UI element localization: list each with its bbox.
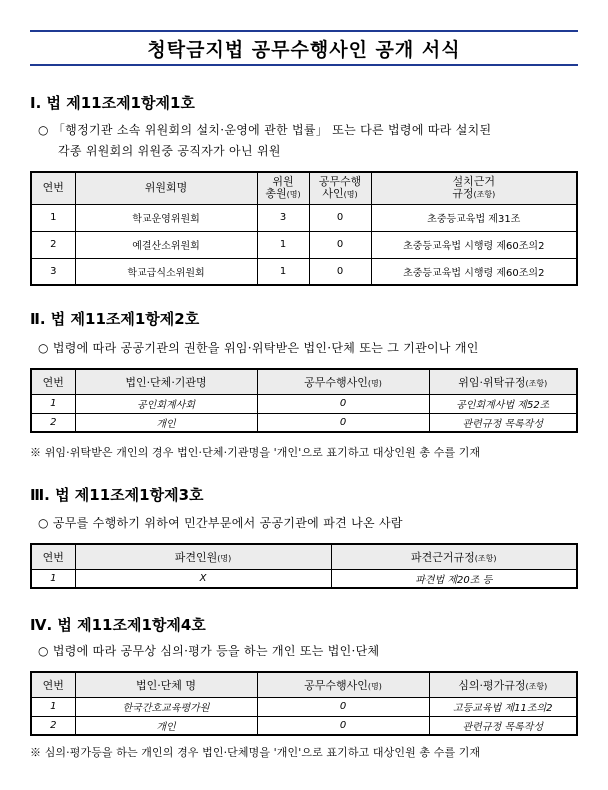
section-1-description-line2: 각종 위원회의 위원중 공직자가 아닌 위원 xyxy=(58,144,281,158)
col-header-no: 연번 xyxy=(31,544,75,569)
section-1-description xyxy=(38,120,588,162)
table-row xyxy=(31,258,577,285)
cell: 공인회계사회 xyxy=(75,394,257,413)
cell: 공인회계사법 제52조 xyxy=(429,394,577,413)
table-row xyxy=(31,569,577,588)
col-header-private: 공무수행사인(명) xyxy=(257,369,429,394)
cell: 0 xyxy=(257,697,429,716)
table-header-row xyxy=(31,672,577,697)
cell: 파견법 제20조 등 xyxy=(331,569,577,588)
col-header-private: 공무수행 사인(명) xyxy=(309,172,371,204)
cell: 0 xyxy=(257,394,429,413)
cell: 0 xyxy=(309,258,371,285)
col-header-org: 법인·단체·기관명 xyxy=(75,369,257,394)
cell: 초중등교육법 시행령 제60조의2 xyxy=(371,258,577,285)
cell: 0 xyxy=(257,716,429,735)
cell: 개인 xyxy=(75,413,257,432)
review-table xyxy=(30,671,578,736)
cell: 1 xyxy=(257,258,309,285)
cell: 3 xyxy=(257,204,309,231)
cell: 학교급식소위원회 xyxy=(75,258,257,285)
table-header-row xyxy=(31,172,577,204)
col-header-basis: 파견근거규정(조항) xyxy=(331,544,577,569)
table-row xyxy=(31,716,577,735)
cell: 3 xyxy=(31,258,75,285)
section-heading-3: Ⅲ. 법 제11조제1항제3호 xyxy=(30,486,204,504)
cell: 1 xyxy=(257,231,309,258)
cell: 개인 xyxy=(75,716,257,735)
page-title: 청탁금지법 공무수행사인 공개 서식 xyxy=(30,30,578,66)
col-header-private: 공무수행사인(명) xyxy=(257,672,429,697)
committee-table xyxy=(30,171,578,286)
section-4-description: ○ 법령에 따라 공무상 심의·평가 등을 하는 개인 또는 법인·단체 xyxy=(38,644,380,658)
cell: 고등교육법 제11조의2 xyxy=(429,697,577,716)
section-2-description: ○ 법령에 따라 공공기관의 권한을 위임·위탁받은 법인·단체 또는 그 기관이나 개인 xyxy=(38,341,479,355)
col-header-org: 법인·단체 명 xyxy=(75,672,257,697)
section-heading-4: Ⅳ. 법 제11조제1항제4호 xyxy=(30,616,206,634)
cell: 2 xyxy=(31,716,75,735)
cell: 초중등교육법 시행령 제60조의2 xyxy=(371,231,577,258)
table-header-row xyxy=(31,544,577,569)
col-header-basis: 위임·위탁규정(조항) xyxy=(429,369,577,394)
col-header-no: 연번 xyxy=(31,672,75,697)
cell: 1 xyxy=(31,394,75,413)
dispatch-table xyxy=(30,543,578,589)
col-header-basis: 심의·평가규정(조항) xyxy=(429,672,577,697)
cell: 학교운영위원회 xyxy=(75,204,257,231)
cell: 0 xyxy=(309,204,371,231)
cell: 2 xyxy=(31,231,75,258)
section-3-description: ○ 공무를 수행하기 위하여 민간부문에서 공공기관에 파견 나온 사람 xyxy=(38,516,403,530)
col-header-dispatched: 파견인원(명) xyxy=(75,544,331,569)
cell: 1 xyxy=(31,697,75,716)
cell: 관련규정 목록작성 xyxy=(429,716,577,735)
table-header-row xyxy=(31,369,577,394)
table-row xyxy=(31,394,577,413)
table-row xyxy=(31,413,577,432)
cell: 0 xyxy=(309,231,371,258)
cell: 1 xyxy=(31,569,75,588)
col-header-no: 연번 xyxy=(31,172,75,204)
delegation-table xyxy=(30,368,578,433)
cell: 0 xyxy=(257,413,429,432)
cell: 2 xyxy=(31,413,75,432)
cell: 초중등교육법 제31조 xyxy=(371,204,577,231)
section-4-note: ※ 심의·평가등을 하는 개인의 경우 법인·단체명을 '개인'으로 표기하고 대상인원 총 수를 기재 xyxy=(30,746,481,759)
table-row xyxy=(31,697,577,716)
col-header-basis: 설치근거 규정(조항) xyxy=(371,172,577,204)
cell: X xyxy=(75,569,331,588)
cell: 1 xyxy=(31,204,75,231)
cell: 관련규정 목록작성 xyxy=(429,413,577,432)
section-heading-1: Ⅰ. 법 제11조제1항제1호 xyxy=(30,94,195,112)
cell: 예결산소위원회 xyxy=(75,231,257,258)
col-header-no: 연번 xyxy=(31,369,75,394)
table-row xyxy=(31,204,577,231)
table-row xyxy=(31,231,577,258)
col-header-committee: 위원회명 xyxy=(75,172,257,204)
section-2-note: ※ 위임·위탁받은 개인의 경우 법인·단체·기관명을 '개인'으로 표기하고 대상인원 총 수를 기재 xyxy=(30,446,481,459)
section-heading-2: Ⅱ. 법 제11조제1항제2호 xyxy=(30,310,200,328)
section-1-description-line1: ○ 「행정기관 소속 위원회의 설치·운영에 관한 법률」 또는 다른 법령에 따라 설치된 xyxy=(38,123,492,137)
cell: 한국간호교육평가원 xyxy=(75,697,257,716)
col-header-total: 위원 총원(명) xyxy=(257,172,309,204)
